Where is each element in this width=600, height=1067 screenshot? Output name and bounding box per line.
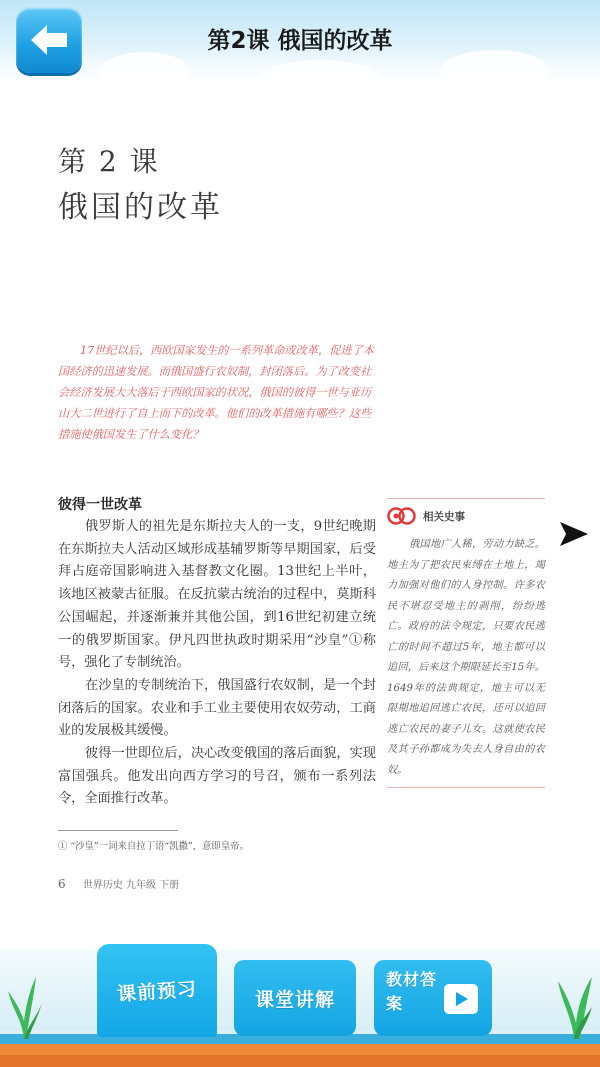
textbook-page (0, 82, 600, 952)
nav-lecture-label: 课堂讲解 (254, 988, 335, 1011)
body-paragraph: 彼得一世即位后，决心改变俄国的落后面貌，实现富国强兵。他发出向西方学习的号召，颁布一系列法令，全面推行改革。 (58, 746, 376, 807)
body-paragraph: 在沙皇的专制统治下，俄国盛行农奴制，是一个封闭落后的国家。农业和手工业主要使用农奴劳动，工商业的发展极其缓慢。 (58, 677, 376, 739)
lesson-number: 第 2 课 (58, 145, 160, 178)
body-paragraph: 俄罗斯人的祖先是东斯拉夫人的一支，9世纪晚期在东斯拉夫人活动区域形成基辅罗斯等早期国家，后受拜占庭帝国影响进入基督教文化圈。13世纪上半叶，该地区被蒙古征服。在反抗蒙古统治的过程中，莫斯科公国崛起，并逐渐兼并其他公国，到16世纪初建立统一的俄罗斯国家。伊凡四世执政时期采用“沙皇”①称号，强化了专制统治。 (58, 519, 376, 671)
nav-material-button[interactable] (374, 960, 492, 1036)
book-name: 世界历史 九年级 下册 (82, 880, 180, 891)
related-history-icon (387, 505, 417, 527)
related-history-box (387, 498, 545, 788)
footnote: ① “沙皇”一词来自拉丁语“凯撒”，意即皇帝。 (58, 841, 249, 852)
related-history-header (387, 503, 545, 529)
plant-decoration (4, 969, 44, 1039)
next-arrow-icon[interactable] (556, 516, 592, 552)
section-body (58, 516, 376, 811)
nav-lecture-button[interactable] (234, 960, 356, 1036)
related-history-label: 相关史事 (423, 510, 465, 523)
page-title: 第2课 俄国的改革 (207, 28, 393, 54)
floor-stripe (0, 1055, 600, 1067)
header-bar (0, 0, 600, 82)
lesson-intro: 17世纪以后，西欧国家发生的一系列革命或改革，促进了本国经济的迅速发展。而俄国盛行农奴制，封闭落后。为了改变社会经济发展大大落后于西欧国家的状况，俄国的彼得一世与亚历山大二世进行了自上而下的改革。他们的改革措施有哪些？这些措施使俄国发生了什么变化？ (58, 344, 374, 441)
nav-preview-button[interactable] (97, 944, 217, 1037)
nav-material-label: 教材答案 (386, 970, 438, 1013)
floor-stripe (0, 1044, 600, 1055)
page-number: 6 (58, 877, 66, 891)
nav-preview-label: 课前预习 (116, 978, 198, 1006)
related-history-text: 俄国地广人稀，劳动力缺乏。地主为了把农民束缚在土地上，竭力加强对他们的人身控制。许多农民不堪忍受地主的剥削，纷纷逃亡。政府的法令规定，只要农民逃亡的时间不超过5年，地主都可以追回，后来这个期限延长至15年。1649年的法典规定，地主可以无限期地追回逃亡农民，还可以追回逃亡农民的妻子儿女。这就使农民及其子孙都成为失去人身自由的农奴。 (387, 539, 545, 776)
footnote-divider (58, 830, 178, 831)
section-title: 彼得一世改革 (58, 497, 142, 513)
cloud-decoration (260, 60, 380, 82)
lesson-title: 俄国的改革 (58, 190, 223, 225)
plant-decoration (556, 967, 596, 1039)
cloud-decoration (100, 52, 190, 82)
video-play-icon (444, 984, 478, 1014)
page-footer (58, 876, 179, 891)
